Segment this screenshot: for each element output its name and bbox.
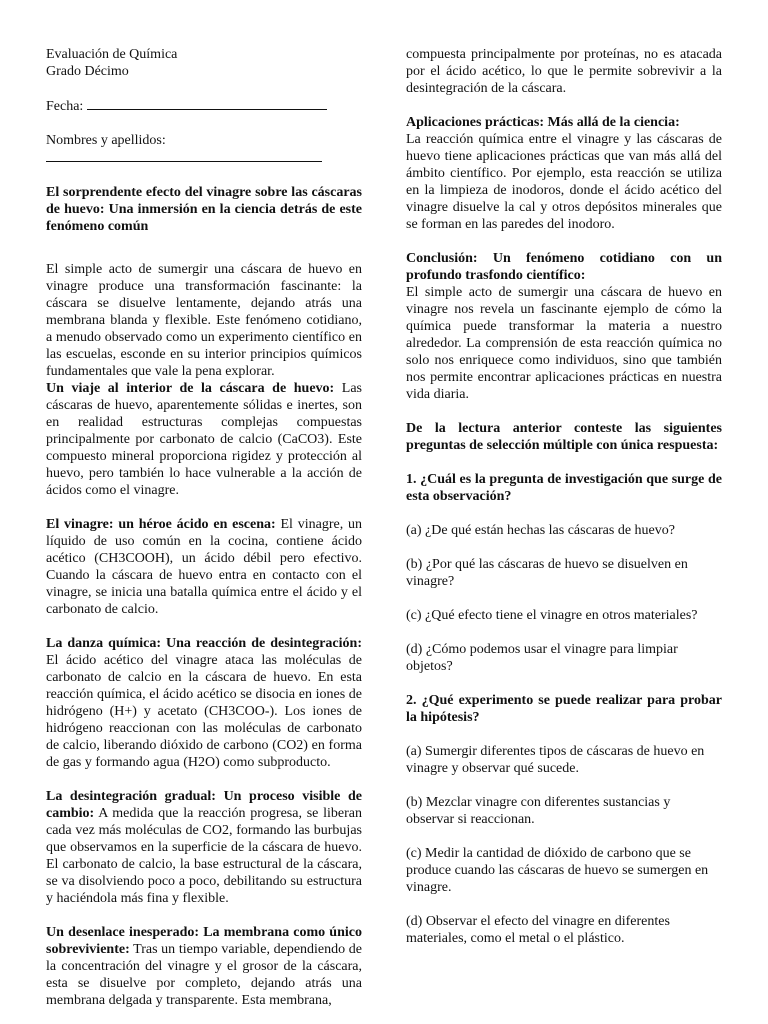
- section-desintegracion: [46, 788, 362, 907]
- conclusion-text: El simple acto de sumergir una cáscara de huevo en vinagre nos revela un fascinante ejemplo de cómo la química puede transformar la materia a nuestro alrededor. La comprensión de esta reacción química no solo nos enriquece como individuos, sino que también nos permite encontrar aplicaciones prácticas en nuestra vida diaria.: [406, 285, 722, 402]
- section-danza: [46, 635, 362, 771]
- q1-option-a[interactable]: (a) ¿De qué están hechas las cáscaras de huevo?: [406, 523, 675, 538]
- q1-option-d[interactable]: (d) ¿Cómo podemos usar el vinagre para limpiar objetos?: [406, 642, 678, 674]
- applications-text: La reacción química entre el vinagre y las cáscaras de huevo tiene aplicaciones prácticas que van más allá del ámbito científico. Por ejemplo, esta reacción se utiliza en la limpieza de inodoros, donde el ácido acético del vinagre disuelve la cal y otros depósitos minerales que se forman en las paredes del inodoro.: [406, 132, 722, 232]
- q2-option-b[interactable]: (b) Mezclar vinagre con diferentes sustancias y observar si reaccionan.: [406, 795, 671, 827]
- q2-option-d[interactable]: (d) Observar el efecto del vinagre en diferentes materiales, como el metal o el plástico.: [406, 914, 670, 946]
- intro-paragraph: El simple acto de sumergir una cáscara de huevo en vinagre produce una transformación fascinante: la cáscara se disuelve lentamente, dejando atrás una membrana blanda y flexible. Este fenómeno cotidiano, a menudo observado como un experimento científico en las escuelas, esconde en su interior principios químicos fundamentales que vale la pena explorar.: [46, 262, 362, 379]
- fecha-line: [46, 97, 362, 115]
- section-text: Tras un tiempo variable, dependiendo de la concentración del vinagre y el grosor de la cáscara, esta se disuelve por completo, dejando atrás una membrana delgada y transparente. Esta membrana,: [46, 942, 362, 1008]
- section-text: Las cáscaras de huevo, aparentemente sólidas e inertes, son en realidad estructuras complejas compuestas principalmente por carbonato de calcio (CaCO3). Este compuesto mineral proporciona rigidez y protección al huevo, pero también lo hace vulnerable a la acción de ácidos como el vinagre.: [46, 381, 362, 498]
- question-1: 1. ¿Cuál es la pregunta de investigación que surge de esta observación?: [406, 472, 722, 504]
- right-column: [406, 46, 722, 947]
- section-heading: La desintegración gradual: Un proceso visible de cambio:: [46, 789, 362, 821]
- article-title: El sorprendente efecto del vinagre sobre las cáscaras de huevo: Una inmersión en la ciencia detrás de este fenómeno común: [46, 185, 362, 234]
- section-text: El ácido acético del vinagre ataca las moléculas de carbonato de calcio en la cáscara de huevo. En esta reacción química, el ácido acético se disocia en iones de hidrógeno (H+) y acetato (CH3COO-). Los iones de hidrógeno reaccionan con las moléculas de carbonato de calcio, liberando dióxido de carbono (CO2) en forma de gas y formando agua (H2O) como subproducto.: [46, 653, 362, 770]
- left-column: [46, 46, 362, 1009]
- section-heading: Un desenlace inesperado: La membrana como único sobreviviente:: [46, 925, 362, 957]
- nombres-label: Nombres y apellidos:: [46, 133, 166, 148]
- conclusion-heading: Conclusión: Un fenómeno cotidiano con un profundo trasfondo científico:: [406, 251, 722, 283]
- section-vinagre: [46, 516, 362, 618]
- nombres-line: [46, 149, 362, 167]
- q1-option-c[interactable]: (c) ¿Qué efecto tiene el vinagre en otros materiales?: [406, 608, 698, 623]
- header-grade: Grado Décimo: [46, 64, 129, 79]
- section-text: El vinagre, un líquido de uso común en la cocina, contiene ácido acético (CH3COOH), un ácido débil pero efectivo. Cuando la cáscara de huevo entra en contacto con el vinagre, se inicia una batalla química entre el ácido y el carbonato de calcio.: [46, 517, 362, 617]
- q2-option-a[interactable]: (a) Sumergir diferentes tipos de cáscaras de huevo en vinagre y observar qué sucede.: [406, 744, 705, 776]
- q2-option-c[interactable]: (c) Medir la cantidad de dióxido de carbono que se produce cuando las cáscaras de huevo se sumergen en vinagre.: [406, 846, 709, 895]
- fecha-blank[interactable]: [87, 97, 327, 110]
- q1-option-b[interactable]: (b) ¿Por qué las cáscaras de huevo se disuelven en vinagre?: [406, 557, 688, 589]
- section-heading: Un viaje al interior de la cáscara de huevo:: [46, 381, 335, 396]
- instructions: De la lectura anterior conteste las siguientes preguntas de selección múltiple con única respuesta:: [406, 421, 722, 453]
- membrana-continuation: compuesta principalmente por proteínas, no es atacada por el ácido acético, lo que le permite sobrevivir a la desintegración de la cáscara.: [406, 47, 722, 96]
- nombres-blank[interactable]: [46, 149, 322, 162]
- question-2: 2. ¿Qué experimento se puede realizar para probar la hipótesis?: [406, 693, 722, 725]
- section-text: A medida que la reacción progresa, se liberan cada vez más moléculas de CO2, formando las burbujas que observamos en la superficie de la cáscara de huevo. El carbonato de calcio, la base estructural de la cáscara, se va disolviendo poco a poco, debilitando su estructura y haciéndola más fina y flexible.: [46, 806, 362, 906]
- section-membrana: [46, 924, 362, 1009]
- section-heading: La danza química: Una reacción de desintegración:: [46, 636, 362, 651]
- section-heading: El vinagre: un héroe ácido en escena:: [46, 517, 276, 532]
- section-interior: [46, 380, 362, 499]
- fecha-label: Fecha:: [46, 99, 87, 114]
- header-subject: Evaluación de Química: [46, 47, 178, 62]
- applications-heading: Aplicaciones prácticas: Más allá de la ciencia:: [406, 115, 680, 130]
